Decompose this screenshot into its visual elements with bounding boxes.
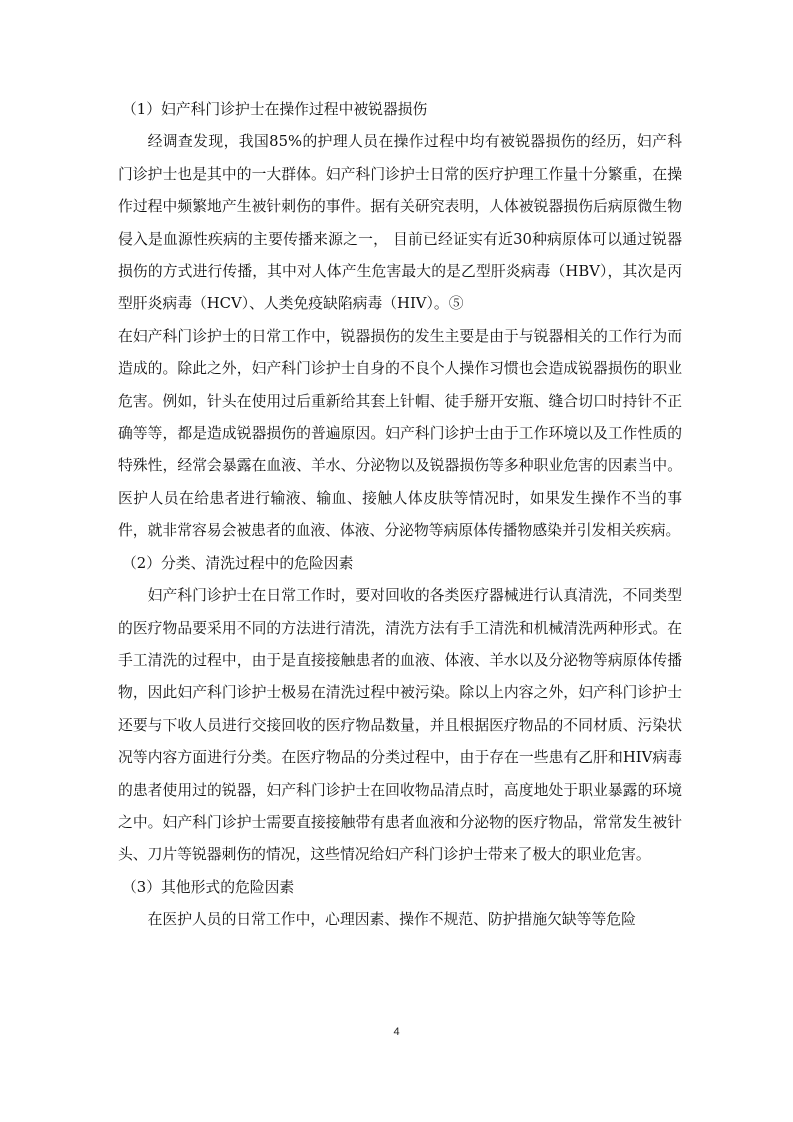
section-heading-3: （3）其他形式的危险因素 [122, 878, 295, 896]
body-paragraph-1: 经调查发现，我国85%的护理人员在操作过程中均有被锐器损伤的经历，妇产科门诊护士也是其中的一大群体。妇产科门诊护士日常的医疗护理工作量十分繁重，在操作过程中频繁地产生被针刺伤的事件。据有关研究表明，人体被锐器损伤后病原微生物侵入是血源性疾病的主要传播来源之一， 目前已经证实有近30种病原体可以通过锐器损伤的方式进行传播，其中对人体产生危害最大的是乙型肝炎病毒（HBV），其次是丙型肝炎病毒（HCV）、人类免疫缺陷病毒（HIV）。⑤ [118, 133, 682, 313]
section-heading-1: （1）妇产科门诊护士在操作过程中被锐器损伤 [122, 101, 428, 118]
body-paragraph-2: 在妇产科门诊护士的日常工作中，锐器损伤的发生主要是由于与锐器相关的工作行为而造成的。除此之外，妇产科门诊护士自身的不良个人操作习惯也会造成锐器损伤的职业危害。例如，针头在使用过后重新给其套上针帽、徒手掰开安瓶、缝合切口时持针不正确等等，都是造成锐器损伤的普遍原因。妇产科门诊护士由于工作环境以及工作性质的特殊性，经常会暴露在血液、羊水、分泌物以及锐器损伤等多种职业危害的因素当中。医护人员在给患者进行输液、输血、接触人体皮肤等情况时，如果发生操作不当的事件，就非常容易会被患者的血液、体液、分泌物等病原体传播物感染并引发相关疾病。 [118, 327, 682, 540]
section-heading-2: （2）分类、清洗过程中的危险因素 [122, 554, 354, 572]
body-paragraph-4: 在医护人员的日常工作中，心理因素、操作不规范、防护措施欠缺等等危险 [147, 911, 636, 929]
document-body [118, 94, 682, 937]
body-paragraph-3: 妇产科门诊护士在日常工作时，要对回收的各类医疗器械进行认真清洗，不同类型的医疗物品要采用不同的方法进行清洗，清洗方法有手工清洗和机械清洗两种形式。在手工清洗的过程中，由于是直接接触患者的血液、体液、羊水以及分泌物等病原体传播物，因此妇产科门诊护士极易在清洗过程中被污染。除以上内容之外，妇产科门诊护士还要与下收人员进行交接回收的医疗物品数量，并且根据医疗物品的不同材质、污染状况等内容方面进行分类。在医疗物品的分类过程中，由于存在一些患有乙肝和HIV病毒的患者使用过的锐器，妇产科门诊护士在回收物品清点时，高度地处于职业暴露的环境之中。妇产科门诊护士需要直接接触带有患者血液和分泌物的医疗物品，常常发生被针头、刀片等锐器刺伤的情况，这些情况给妇产科门诊护士带来了极大的职业危害。 [118, 587, 682, 864]
page-number: 4 [393, 1026, 400, 1038]
